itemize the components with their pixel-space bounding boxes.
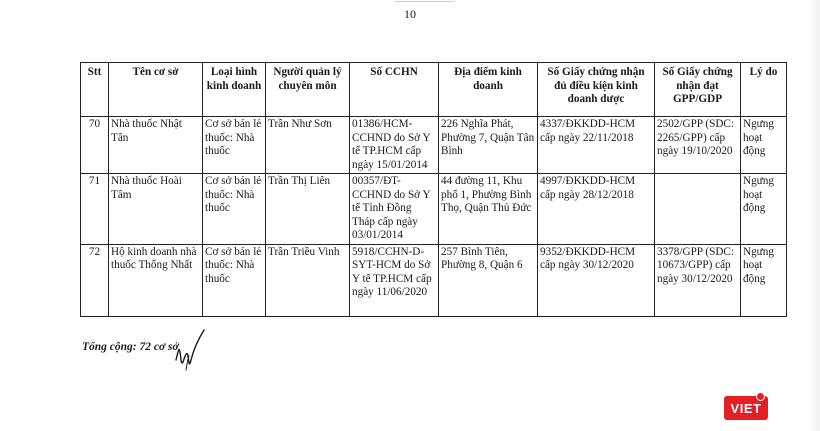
header-nguoi-quan-ly: Người quản lý chuyên môn: [266, 63, 350, 117]
cell-loai-hinh: Cơ sở bán lẻ thuốc: Nhà thuốc: [203, 174, 266, 245]
cell-so-cchn: 5918/CCHN-D-SYT-HCM do Sở Y tế TP.HCM cấp ngày 11/06/2020: [350, 244, 439, 316]
signature: [170, 326, 210, 372]
cell-so-gcn-dkkd: 4997/ĐKKDD-HCM cấp ngày 28/12/2018: [538, 174, 655, 245]
cell-so-cchn: 01386/HCM-CCHND do Sở Y tế TP.HCM cấp ngày 15/01/2014: [350, 117, 439, 174]
cell-stt: 71: [81, 174, 109, 245]
header-stt: Stt: [81, 63, 109, 117]
table-row: [81, 244, 787, 316]
header-dia-diem: Địa điểm kinh doanh: [439, 63, 538, 117]
cell-ten-co-so: Hộ kinh doanh nhà thuốc Thống Nhất: [109, 244, 203, 316]
cell-so-gcn-gpp: 3378/GPP (SDC: 10673/GPP) cấp ngày 30/12/2020: [655, 244, 741, 316]
page-edge-shadow: [806, 0, 820, 431]
cell-so-gcn-gpp: 2502/GPP (SDC: 2265/GPP) cấp ngày 19/10/2020: [655, 117, 741, 174]
table-row: [81, 174, 787, 245]
header-ten-co-so: Tên cơ sở: [109, 63, 203, 117]
cell-ten-co-so: Nhà thuốc Nhật Tân: [109, 117, 203, 174]
logo-dot-icon: [756, 392, 765, 401]
cell-dia-diem: 44 đường 11, Khu phố 1, Phường Bình Thọ, Quận Thủ Đức: [439, 174, 538, 245]
cell-loai-hinh: Cơ sở bán lẻ thuốc: Nhà thuốc: [203, 117, 266, 174]
page-number: 10: [404, 7, 416, 21]
cell-ly-do: Ngưng hoạt động: [741, 117, 787, 174]
top-rule: [395, 1, 455, 2]
cell-ly-do: Ngưng hoạt động: [741, 244, 787, 316]
viet-logo-text: VIET: [730, 400, 762, 416]
cell-dia-diem: 226 Nghĩa Phát, Phường 7, Quận Tân Bình: [439, 117, 538, 174]
header-so-cchn: Số CCHN: [350, 63, 439, 117]
cell-stt: 70: [81, 117, 109, 174]
table-header-row: [81, 63, 787, 117]
viet-logo: [724, 396, 768, 420]
pharmacy-table: [80, 62, 787, 317]
cell-stt: 72: [81, 244, 109, 316]
cell-ten-co-so: Nhà thuốc Hoài Tâm: [109, 174, 203, 245]
header-so-gcn-gpp: Số Giấy chứng nhận đạt GPP/GDP: [655, 63, 741, 117]
cell-nguoi-quan-ly: Trần Thị Liên: [266, 174, 350, 245]
header-loai-hinh: Loại hình kinh doanh: [203, 63, 266, 117]
cell-nguoi-quan-ly: Trần Triều Vinh: [266, 244, 350, 316]
cell-ly-do: Ngưng hoạt động: [741, 174, 787, 245]
cell-so-cchn: 00357/ĐT-CCHND do Sở Y tế Tỉnh Đồng Tháp cấp ngày 03/01/2014: [350, 174, 439, 245]
cell-so-gcn-dkkd: 9352/ĐKKDD-HCM cấp ngày 30/12/2020: [538, 244, 655, 316]
total-count: Tổng cộng: 72 cơ sở: [82, 341, 179, 353]
cell-so-gcn-gpp: [655, 174, 741, 245]
header-so-gcn-dkkd: Số Giấy chứng nhận đủ điều kiện kinh doanh dược: [538, 63, 655, 117]
cell-loai-hinh: Cơ sở bán lẻ thuốc: Nhà thuốc: [203, 244, 266, 316]
cell-so-gcn-dkkd: 4337/ĐKKDD-HCM cấp ngày 22/11/2018: [538, 117, 655, 174]
cell-dia-diem: 257 Bình Tiên, Phường 8, Quận 6: [439, 244, 538, 316]
table-row: [81, 117, 787, 174]
cell-nguoi-quan-ly: Trần Như Sơn: [266, 117, 350, 174]
header-ly-do: Lý do: [741, 63, 787, 117]
